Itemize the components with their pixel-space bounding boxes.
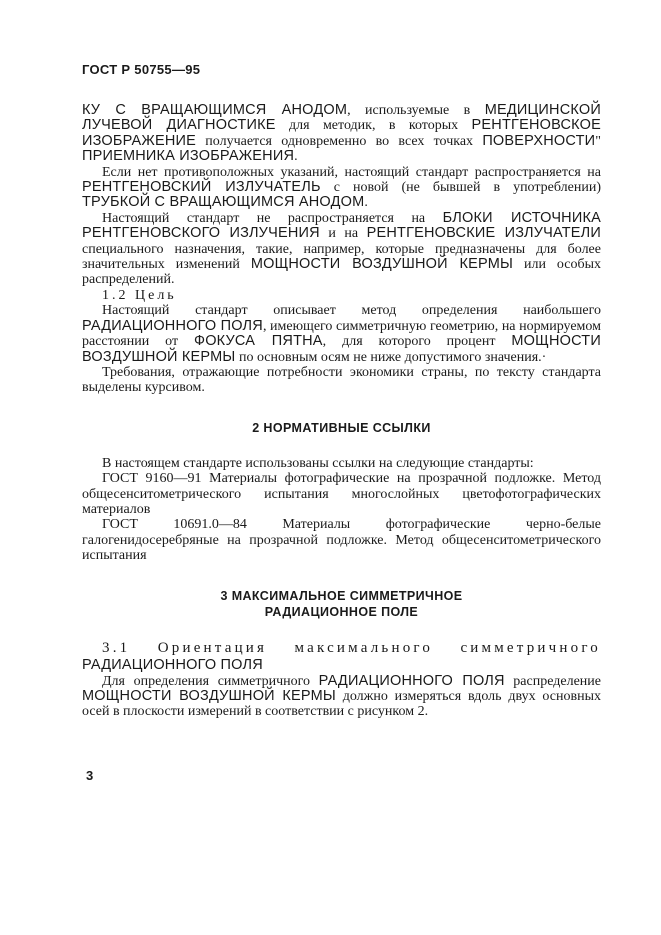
term: ТРУБКОЙ С ВРАЩАЮЩИМСЯ АНОДОМ (82, 194, 365, 211)
term: БЛОКИ ИСТОЧНИКА РЕНТГЕНОВСКОГО ИЗЛУЧЕНИЯ (82, 209, 601, 242)
text: для методик, в которых (275, 118, 472, 134)
term: РЕНТГЕНОВСКИЕ ИЗЛУЧАТЕЛИ (366, 225, 602, 242)
paragraph-orientation-body (82, 674, 601, 720)
text: 3.1 Ориентация максимального симметричного (102, 639, 601, 656)
term: РАДИАЦИОННОГО ПОЛЯ (318, 672, 505, 689)
text: по основным осям не ниже допустимого значения.· (235, 349, 547, 365)
spacer (82, 436, 601, 456)
text: . (364, 195, 368, 211)
text: Настоящий стандарт описывает метод определения наибольшего (102, 303, 601, 319)
paragraph-references-intro: В настоящем стандарте использованы ссылки на следующие стандарты: (102, 455, 534, 471)
section-2-heading: 2 НОРМАТИВНЫЕ ССЫЛКИ (252, 420, 431, 435)
page-number: 3 (86, 768, 94, 783)
spacer (82, 564, 601, 588)
text: , для которого процент (322, 334, 512, 350)
term: РАДИАЦИОННОГО ПОЛЯ (82, 317, 263, 334)
text: Настоящий стандарт не распространяется на (102, 210, 443, 226)
text: , используемые в (347, 103, 485, 118)
text: Для определения симметричного (102, 673, 319, 689)
subsection-3-1-heading (82, 640, 601, 674)
paragraph-scope-continued (82, 103, 601, 165)
section-3-heading-line1: 3 МАКСИМАЛЬНОЕ СИММЕТРИЧНОЕ (220, 588, 463, 603)
term: РЕНТГЕНОВСКИЙ ИЗЛУЧАТЕЛЬ (82, 179, 321, 196)
term: РАДИАЦИОННОГО ПОЛЯ (82, 656, 263, 673)
text: должно измеряться вдоль двух основных осей в плоскости измерений в соответствии с рисунком 2. (82, 688, 601, 720)
spacer (82, 396, 601, 420)
term: МОЩНОСТИ ВОЗДУШНОЙ КЕРМЫ (250, 256, 514, 273)
spacer (82, 620, 601, 640)
subsection-1-2-heading: 1.2 Цель (102, 287, 177, 303)
page-header: ГОСТ Р 50755—95 (82, 62, 201, 77)
text: Если нет противоположных указаний, настоящий стандарт распространяется на (102, 164, 601, 180)
paragraph-new-tube (82, 165, 601, 211)
text: " (595, 133, 601, 149)
paragraph-exclusions (82, 211, 601, 288)
paragraph-purpose (82, 303, 601, 365)
text: и на (319, 226, 367, 242)
term: РЕНТГЕНОВСКОЕ ИЗОБРАЖЕНИЕ (82, 117, 601, 149)
term: ПОВЕРХНОСТИ (482, 132, 596, 149)
section-3-heading-line2: РАДИАЦИОННОЕ ПОЛЕ (264, 604, 419, 619)
text: , имеющего симметричную геометрию, на нормируемом расстоянии от (82, 318, 602, 350)
text: распределение (504, 673, 601, 689)
reference-gost-9160: ГОСТ 9160—91 Материалы фотографические на прозрачной подложке. Метод общесенситометрического испытания многослойных цветофотографических материалов (82, 471, 601, 517)
term: МОЩНОСТИ ВОЗДУШНОЙ КЕРМЫ (82, 333, 601, 365)
text: или особых распределений. (82, 257, 602, 288)
term: КУ С ВРАЩАЮЩИМСЯ АНОДОМ (82, 102, 348, 118)
paragraph-economy-requirements: Требования, отражающие потребности экономики страны, по тексту стандарта выделены курсивом. (82, 364, 601, 396)
reference-gost-10691: ГОСТ 10691.0—84 Материалы фотографические черно-белые галогенидосеребряные на прозрачной подложке. Метод общесенситометрического испытания (82, 517, 601, 564)
text: получается одновременно во всех точках (196, 133, 483, 149)
term: ФОКУСА ПЯТНА (193, 333, 323, 350)
term: ПРИЕМНИКА ИЗОБРАЖЕНИЯ (82, 148, 295, 165)
term: МЕДИЦИНСКОЙ ЛУЧЕВОЙ ДИАГНОСТИКЕ (82, 102, 601, 134)
term: МОЩНОСТИ ВОЗДУШНОЙ КЕРМЫ (82, 687, 336, 704)
text: с новой (не бывшей в употреблении) (320, 180, 601, 196)
text: . (294, 149, 298, 165)
text: специального назначения, такие, например, которые предназначены для более значительных изменений (82, 241, 601, 273)
